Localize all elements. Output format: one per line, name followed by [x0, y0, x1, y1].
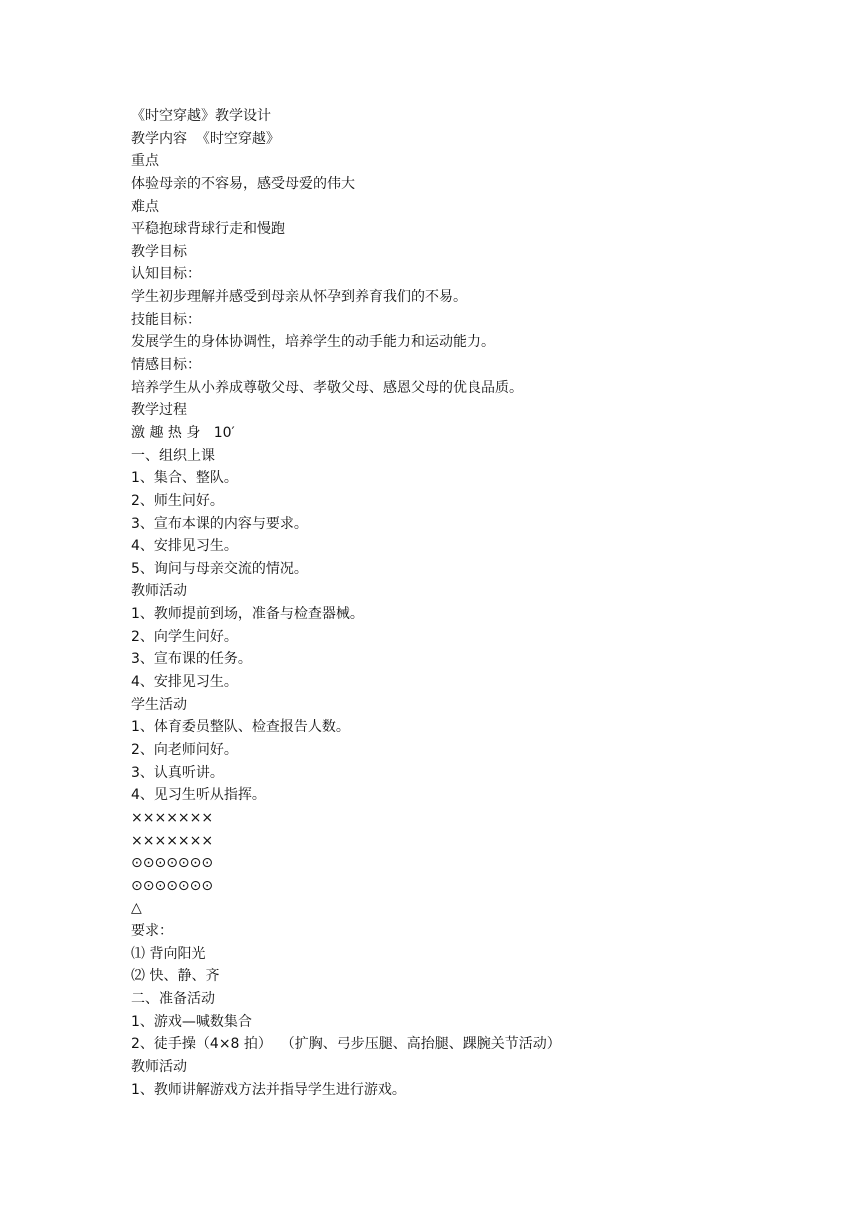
text-line: 要求：	[131, 923, 173, 940]
text-line: 1、游戏—喊数集合	[131, 1013, 252, 1030]
text-line: △	[131, 900, 142, 917]
text-line: 4、安排见习生。	[131, 674, 238, 691]
text-line: 技能目标：	[131, 311, 201, 328]
text-line: 难点	[131, 198, 159, 215]
text-line: 教学内容 《时空穿越》	[131, 130, 280, 147]
text-line: 2、向老师问好。	[131, 741, 238, 758]
text-line: 激 趣 热 身 10′	[131, 424, 235, 441]
text-line: ⊙⊙⊙⊙⊙⊙⊙	[131, 877, 214, 894]
text-line: 平稳抱球背球行走和慢跑	[131, 221, 285, 238]
text-line: 1、教师讲解游戏方法并指导学生进行游戏。	[131, 1081, 406, 1098]
text-line: 1、教师提前到场，准备与检查器械。	[131, 606, 364, 623]
text-line: 2、师生问好。	[131, 492, 224, 509]
text-line: 《时空穿越》教学设计	[131, 108, 271, 124]
text-line: 培养学生从小养成尊敬父母、孝敬父母、感恩父母的优良品质。	[131, 379, 523, 396]
text-line: 教师活动	[131, 583, 187, 600]
text-line: 2、向学生问好。	[131, 628, 238, 645]
text-line: 教学目标	[131, 243, 187, 260]
text-line: ⊙⊙⊙⊙⊙⊙⊙	[131, 855, 214, 872]
text-line: ×××××××	[131, 832, 214, 849]
text-line: 情感目标：	[131, 357, 201, 374]
text-line: ⑴ 背向阳光	[131, 945, 206, 962]
text-line: 发展学生的身体协调性，培养学生的动手能力和运动能力。	[131, 334, 495, 351]
text-line: 5、询问与母亲交流的情况。	[131, 560, 308, 577]
text-line: 学生初步理解并感受到母亲从怀孕到养育我们的不易。	[131, 289, 467, 306]
text-line: 2、徒手操（4×8 拍） （扩胸、弓步压腿、高抬腿、踝腕关节活动）	[131, 1036, 561, 1053]
text-line: 认知目标：	[131, 266, 201, 283]
text-line: 重点	[131, 153, 159, 170]
text-line: 教师活动	[131, 1058, 187, 1075]
text-line: ×××××××	[131, 809, 214, 826]
text-line: 3、宣布课的任务。	[131, 651, 252, 668]
text-line: 3、认真听讲。	[131, 764, 224, 781]
text-line: 一、组织上课	[131, 447, 215, 464]
text-line: 教学过程	[131, 402, 187, 419]
text-line: 4、见习生听从指挥。	[131, 787, 266, 804]
text-line: 4、安排见习生。	[131, 538, 238, 555]
text-line: 1、集合、整队。	[131, 470, 238, 487]
text-line: 3、宣布本课的内容与要求。	[131, 515, 308, 532]
text-line: 体验母亲的不容易，感受母爱的伟大	[131, 175, 355, 192]
text-line: 二、准备活动	[131, 990, 215, 1007]
text-line: ⑵ 快、静、齐	[131, 968, 220, 985]
text-line: 学生活动	[131, 696, 187, 713]
document-body	[131, 105, 811, 1101]
text-line: 1、体育委员整队、检查报告人数。	[131, 719, 350, 736]
